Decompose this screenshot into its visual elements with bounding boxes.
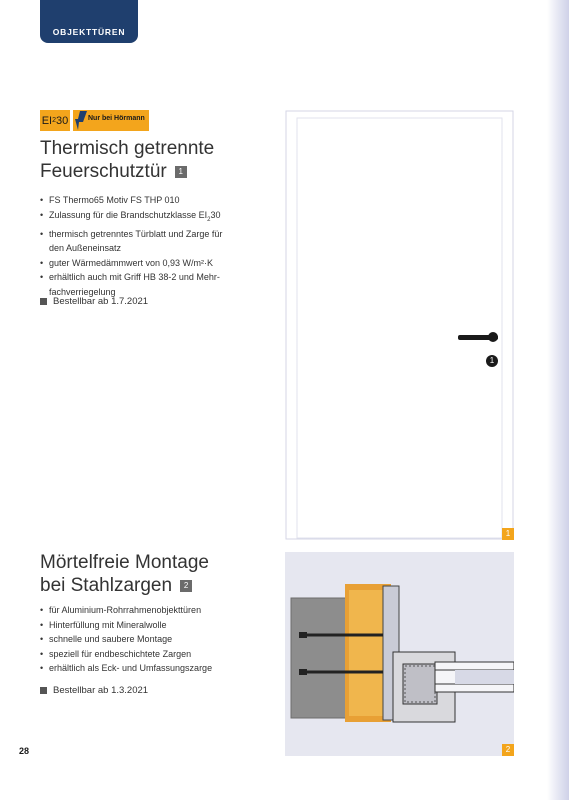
hoermann-badge-label: Nur bei Hörmann <box>88 115 145 122</box>
list-item: • für Aluminium-Rohrrahmenobjekttüren <box>40 603 280 618</box>
list-item: • erhältlich als Eck- und Umfassungszarge <box>40 661 280 676</box>
figure-number-1: 1 <box>502 528 514 540</box>
section1-feature-list <box>40 193 280 299</box>
list-item: • FS Thermo65 Motiv FS THP 010 <box>40 193 280 208</box>
steel-frame-diagram <box>285 552 514 756</box>
square-bullet-icon <box>40 687 47 694</box>
list-item: • speziell für endbeschichtete Zargen <box>40 647 280 662</box>
door-illustration <box>285 110 514 540</box>
badge-row <box>40 110 149 131</box>
list-item: • Zulassung für die Brandschutzklasse $EI_230$ <box>40 208 280 227</box>
ei30-badge: EI 2 30 <box>40 110 70 131</box>
figure-number-2: 2 <box>502 744 514 756</box>
square-bullet-icon <box>40 298 47 305</box>
list-item: • erhältlich auch mit Griff HB 38-2 und Mehr- fachverriegelung <box>40 270 280 299</box>
section1-title: Thermisch getrennte Feuerschutztür 1 <box>40 138 215 182</box>
section-tab <box>40 0 138 43</box>
door-photo <box>285 110 514 540</box>
list-item: • guter Wärmedämmwert von 0,93 W/m²·K <box>40 256 280 271</box>
section2-order-date: Bestellbar ab 1.3.2021 <box>40 685 148 696</box>
figure-ref-2: 2 <box>180 580 192 592</box>
hoermann-exclusive-badge <box>73 110 149 131</box>
list-item: • Hinterfüllung mit Mineralwolle <box>40 618 280 633</box>
section2-feature-list <box>40 603 280 676</box>
lightning-icon <box>75 111 87 130</box>
figure-ref-1: 1 <box>175 166 187 178</box>
list-item: • schnelle und saubere Montage <box>40 632 280 647</box>
page-number: 28 <box>19 746 30 756</box>
page-edge-shadow <box>547 0 569 800</box>
callout-marker-1: 1 <box>486 355 498 367</box>
list-item: • thermisch getrenntes Türblatt und Zarge für den Außeneinsatz <box>40 227 280 256</box>
frame-section-drawing <box>285 552 514 756</box>
section1-order-date: Bestellbar ab 1.7.2021 <box>40 296 148 307</box>
section2-title: Mörtelfreie Montage bei Stahlzargen 2 <box>40 552 209 596</box>
section-tab-label: OBJEKTTÜREN <box>52 27 126 37</box>
